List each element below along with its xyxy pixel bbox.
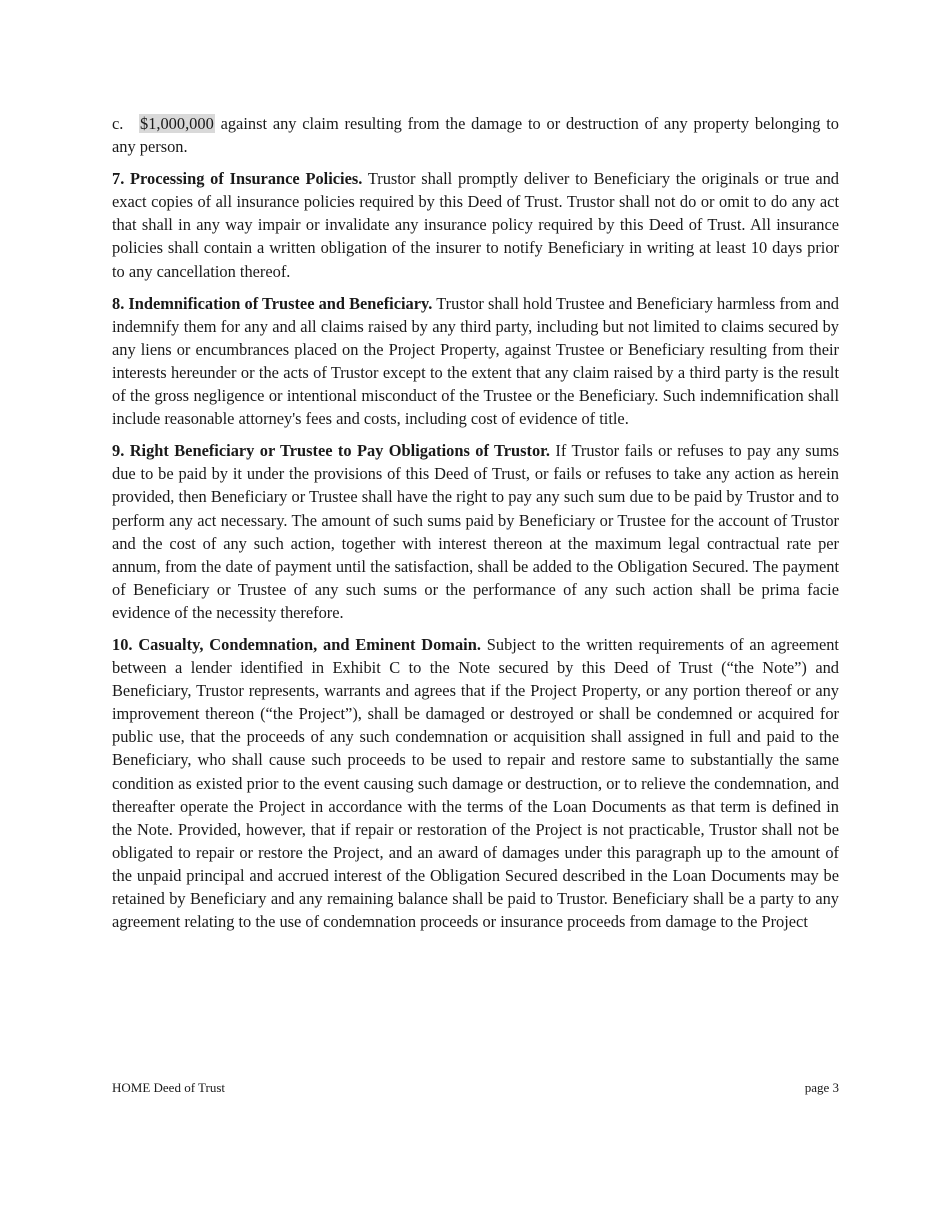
- item-c-paragraph: [112, 112, 839, 158]
- document-page: [112, 112, 839, 942]
- highlighted-amount: $1,000,000: [140, 114, 214, 133]
- section-7-body: Trustor shall promptly deliver to Beneficiary the originals or true and exact copies of all insurance policies required by this Deed of Trust. Trustor shall not do or omit to do any act that shall in any way impair or invalidate any insurance policy required by this Deed of Trust. All insurance policies shall contain a written obligation of the insurer to notify Beneficiary in writing at least 10 days prior to any cancellation thereof.: [112, 169, 840, 281]
- section-8-body: Trustor shall hold Trustee and Beneficiary harmless from and indemnify them for any and all claims raised by any third party, including but not limited to claims secured by any liens or encumbrances placed on the Project Property, against Trustee or Beneficiary resulting from their interests hereunder or the acts of Trustor except to the extent that any claim raised by a third party is the result of the gross negligence or intentional misconduct of the Trustee or the Beneficiary. Such indemnification shall include reasonable attorney's fees and costs, including cost of evidence of title.: [112, 293, 839, 429]
- section-7-heading: 7. Processing of Insurance Policies.: [112, 169, 363, 189]
- section-8-paragraph: [112, 292, 839, 431]
- section-9-paragraph: [112, 439, 839, 624]
- section-10-heading: 10. Casualty, Condemnation, and Eminent Domain.: [112, 634, 481, 654]
- section-9-heading: 9. Right Beneficiary or Trustee to Pay Obligations of Trustor.: [112, 441, 551, 461]
- section-9-body: If Trustor fails or refuses to pay any sums due to be paid by it under the provisions of this Deed of Trust, or fails or refuses to take any action as herein provided, then Beneficiary or Trustee shall have the right to pay any such sum due to be paid by Trustor and to perform any act necessary. The amount of such sums paid by Beneficiary or Trustee for the account of Trustor and the cost of any such action, together with interest thereon at the maximum legal contractual rate per annum, from the date of payment until the satisfaction, shall be added to the Obligation Secured. The payment of Beneficiary or Trustee of any such sums or the performance of any such action shall be prima facie evidence of the necessity therefore.: [112, 441, 839, 622]
- section-7-paragraph: [112, 167, 839, 282]
- section-10-body: Subject to the written requirements of an agreement between a lender identified in Exhibit C to the Note secured by this Deed of Trust (“the Note”) and Beneficiary, Trustor represents, warrants and agrees that if the Project Property, or any portion thereof or any improvement thereon (“the Project”), shall be damaged or destroyed or shall be condemned or acquired for public use, that the proceeds of any such condemnation or acquisition shall assigned in full and paid to the Beneficiary, who shall cause such proceeds to be used to repair and restore same to substantially the same condition as existed prior to the event causing such damage or destruction, or to relieve the condemnation, and thereafter operate the Project in accordance with the terms of the Loan Documents as that term is defined in the Note. Provided, however, that if repair or restoration of the Project is not practicable, Trustor shall not be obligated to repair or restore the Project, and an award of damages under this paragraph up to the amount of the unpaid principal and accrued interest of the Obligation Secured described in the Loan Documents may be retained by Beneficiary and any remaining balance shall be paid to Trustor. Beneficiary shall be a party to any agreement relating to the use of condemnation proceeds or insurance proceeds from damage to the Project: [112, 634, 839, 932]
- item-c-text: against any claim resulting from the damage to or destruction of any property belonging to any person.: [112, 114, 839, 157]
- section-10-paragraph: [112, 633, 839, 933]
- page-footer: [112, 1080, 839, 1096]
- section-8-heading: 8. Indemnification of Trustee and Beneficiary.: [112, 293, 433, 313]
- footer-page-number: page 3: [804, 1080, 839, 1095]
- footer-document-title: HOME Deed of Trust: [112, 1080, 226, 1095]
- item-letter: c.: [112, 114, 124, 133]
